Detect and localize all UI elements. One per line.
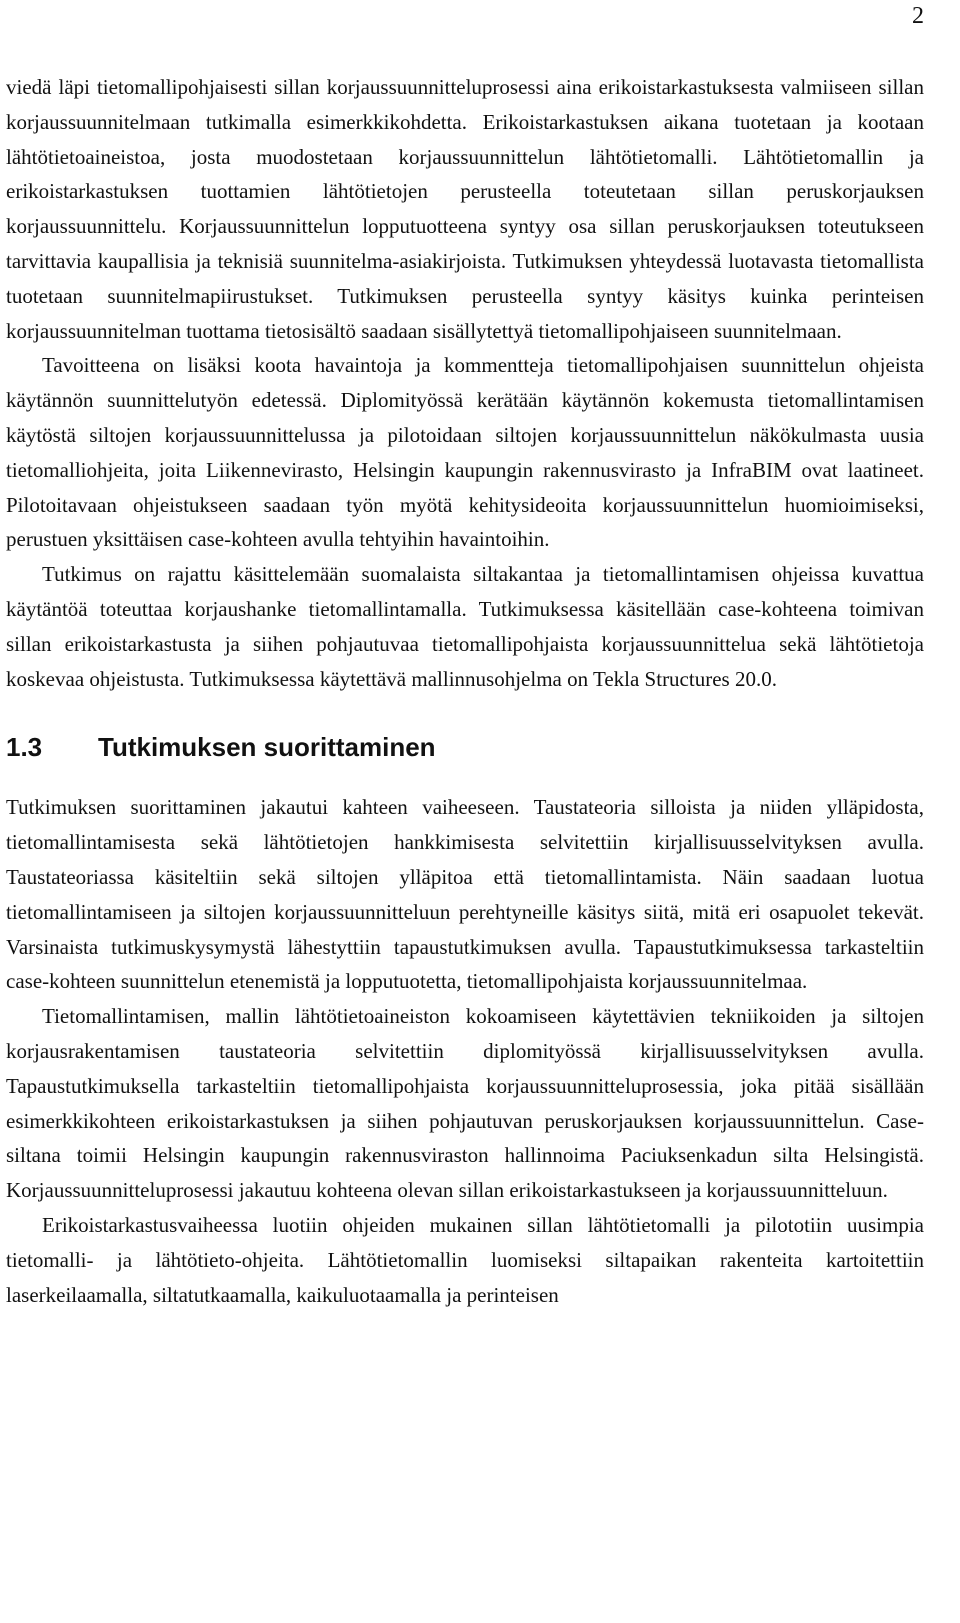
body-paragraph: Tutkimus on rajattu käsittelemään suomalaista siltakantaa ja tietomallintamisen ohjeissa kuvattua käytäntöä toteuttaa korjaushanke tietomallintamalla. Tutkimuksessa käsitellään case-kohteena toimivan sillan erikoistarkastusta ja siihen pohjautuvaa tietomallipohjaista korjaussuunnittelua sekä lähtötietoja koskevaa ohjeistusta. Tutkimuksessa käytettävä mallinnusohjelma on Tekla Structures 20.0. [6,562,924,691]
page-number: 2 [912,3,924,29]
section-heading [6,731,924,763]
section-number: 1.3 [6,732,43,763]
section-title: Tutkimuksen suorittaminen [98,732,436,763]
body-paragraph: viedä läpi tietomallipohjaisesti sillan korjaussuunnitteluprosessi aina erikoistarkastuksesta valmiiseen sillan korjaussuunnitelmaan tutkimalla esimerkkikohdetta. Erikoistarkastuksen aikana tuotetaan ja kootaan lähtötietoaineistoa, josta muodostetaan korjaussuunnittelun lähtötietomalli. Lähtötietomallin ja erikoistarkastuksen tuottamien lähtötietojen perusteella toteutetaan sillan peruskorjauksen korjaussuunnittelu. Korjaussuunnittelun lopputuotteena syntyy osa sillan peruskorjauksen toteutukseen tarvittavia kaupallisia ja teknisiä suunnitelma-asiakirjoista. Tutkimuksen yhteydessä luotavasta tietomallista tuotetaan suunnitelmapiirustukset. Tutkimuksen perusteella syntyy käsitys kuinka perinteisen korjaussuunnitelman tuottama tietosisältö saadaan sisällytettyä tietomallipohjaiseen suunnitelmaan. [6,75,924,343]
body-paragraph: Tietomallintamisen, mallin lähtötietoaineiston kokoamiseen käytettävien tekniikoiden ja siltojen korjausrakentamisen taustateoria selvitettiin diplomityössä kirjallisuusselvityksen avulla. Tapaustutkimuksella tarkasteltiin tietomallipohjaista korjaussuunnitteluprosessia, joka pitää sisällään esimerkkikohteen erikoistarkastuksen ja siihen pohjautuvan peruskorjauksen korjaussuunnittelun. Case-siltana toimii Helsingin kaupungin rakennusviraston hallinnoima Paciuksenkadun silta Helsingistä. Korjaussuunnitteluprosessi jakautuu kohteena olevan sillan erikoistarkastukseen ja korjaussuunnitteluun. [6,1004,924,1203]
page-body [6,70,924,1312]
body-paragraph: Tutkimuksen suorittaminen jakautui kahteen vaiheeseen. Taustateoria silloista ja niiden ylläpidosta, tietomallintamisesta sekä lähtötietojen hankkimisesta selvitettiin kirjallisuusselvityksen avulla. Taustateoriassa käsiteltiin sekä siltojen ylläpitoa että tietomallintamista. Näin saadaan luotua tietomallintamiseen ja siltojen korjaussuunnitteluun perehtyneille käsitys siitä, mitä eri osapuolet tekevät. Varsinaista tutkimuskysymystä lähestyttiin tapaustutkimuksen avulla. Tapaustutkimuksessa tarkasteltiin case-kohteen suunnittelun etenemistä ja lopputuotetta, tietomallipohjaista korjaussuunnitelmaa. [6,795,924,994]
body-paragraph: Erikoistarkastusvaiheessa luotiin ohjeiden mukainen sillan lähtötietomalli ja pilototiin uusimpia tietomalli- ja lähtötieto-ohjeita. Lähtötietomallin luomiseksi siltapaikan rakenteita kartoitettiin laserkeilaamalla, siltatutkaamalla, kaikuluotaamalla ja perinteisen [6,1212,924,1307]
body-paragraph: Tavoitteena on lisäksi koota havaintoja ja kommentteja tietomallipohjaisen suunnittelun ohjeista käytännön suunnittelutyön edetessä. Diplomityössä kerätään käytännön kokemusta tietomallintamisen käytöstä siltojen korjaussuunnittelussa ja pilotoidaan siltojen korjaussuunnittelun näkökulmasta uusia tietomalliohjeita, joita Liikennevirasto, Helsingin kaupungin rakennusvirasto ja InfraBIM ovat laatineet. Pilotoitavaan ohjeistukseen saadaan työn myötä kehitysideoita korjaussuunnittelun huomioimiseksi, perustuen yksittäisen case-kohteen avulla tehtyihin havaintoihin. [6,353,924,552]
